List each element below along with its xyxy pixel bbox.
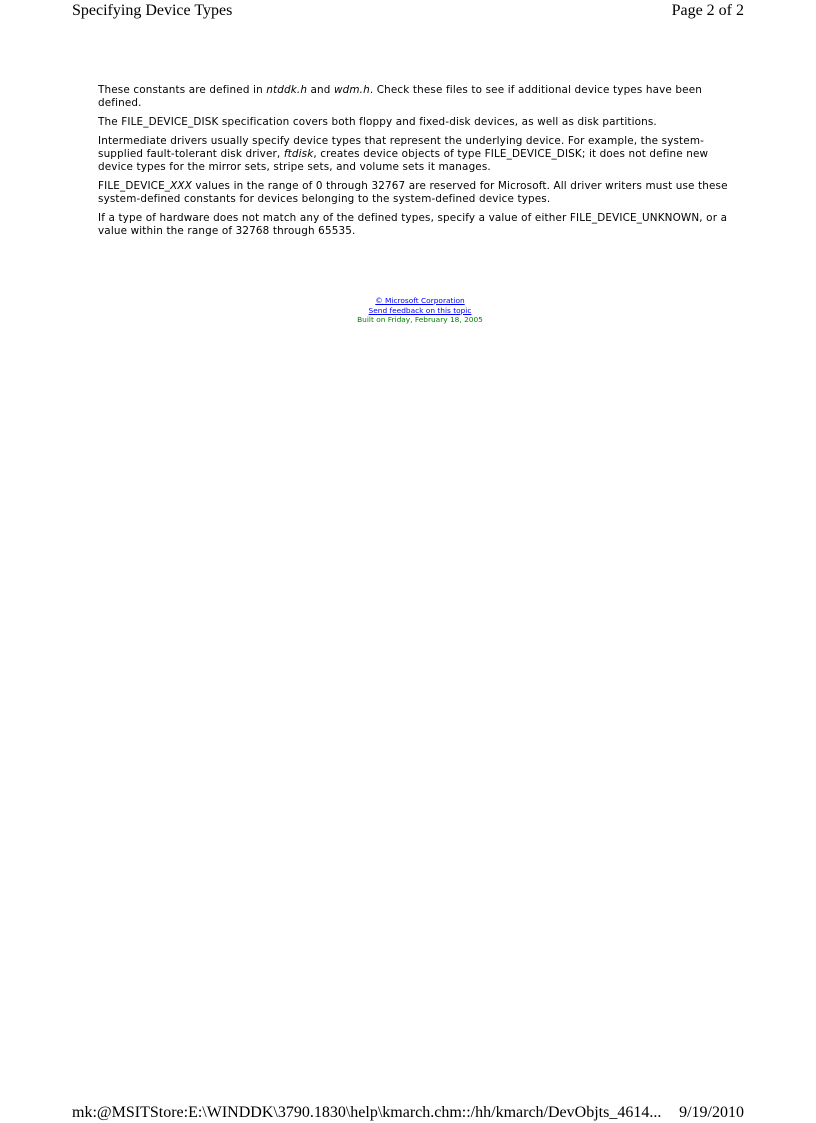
filename-wdm: wdm.h: [333, 84, 370, 96]
page-title: Specifying Device Types: [72, 2, 233, 19]
print-date: 9/19/2010: [679, 1104, 744, 1121]
build-date: Built on Friday, February 18, 2005: [357, 315, 483, 325]
filename-ntddk: ntddk.h: [266, 84, 308, 96]
source-url: mk:@MSITStore:E:\WINDDK\3790.1830\help\kmarch.chm::/hh/kmarch/DevObjts_4614...: [72, 1104, 662, 1121]
paragraph-unknown-type: If a type of hardware does not match any of the defined types, specify a value of either FILE_DEVICE_UNKNOWN, or a value within the range of 32768 through 65535.: [98, 212, 728, 237]
page-number: Page 2 of 2: [671, 2, 744, 19]
feedback-link[interactable]: Send feedback on this topic: [368, 305, 472, 315]
paragraph-header-files: These constants are defined in ntddk.h and wdm.h. Check these files to see if additional device types have been defined.: [98, 84, 702, 109]
copyright-link[interactable]: © Microsoft Corporation: [375, 296, 465, 305]
xxx-placeholder: XXX: [170, 180, 192, 192]
paragraph-intermediate-drivers: Intermediate drivers usually specify device types that represent the underlying device. For example, the system-supplied fault-tolerant disk driver, ftdisk, creates device objects of type FILE_DEVICE_DISK; it does not define new device types for the mirror sets, stripe sets, and volume sets it manages.: [98, 135, 709, 173]
paragraph-reserved-range: FILE_DEVICE_XXX values in the range of 0 through 32767 are reserved for Microsoft. All driver writers must use these system-defined constants for devices belonging to the system-defined device types.: [98, 180, 728, 205]
print-header: [72, 0, 744, 24]
paragraph-disk-spec: The FILE_DEVICE_DISK specification covers both floppy and fixed-disk devices, as well as disk partitions.: [98, 116, 657, 128]
print-footer: [72, 1103, 744, 1123]
document-body: [98, 84, 744, 244]
driver-name-ftdisk: ftdisk: [283, 148, 314, 160]
topic-footer: [0, 296, 816, 325]
